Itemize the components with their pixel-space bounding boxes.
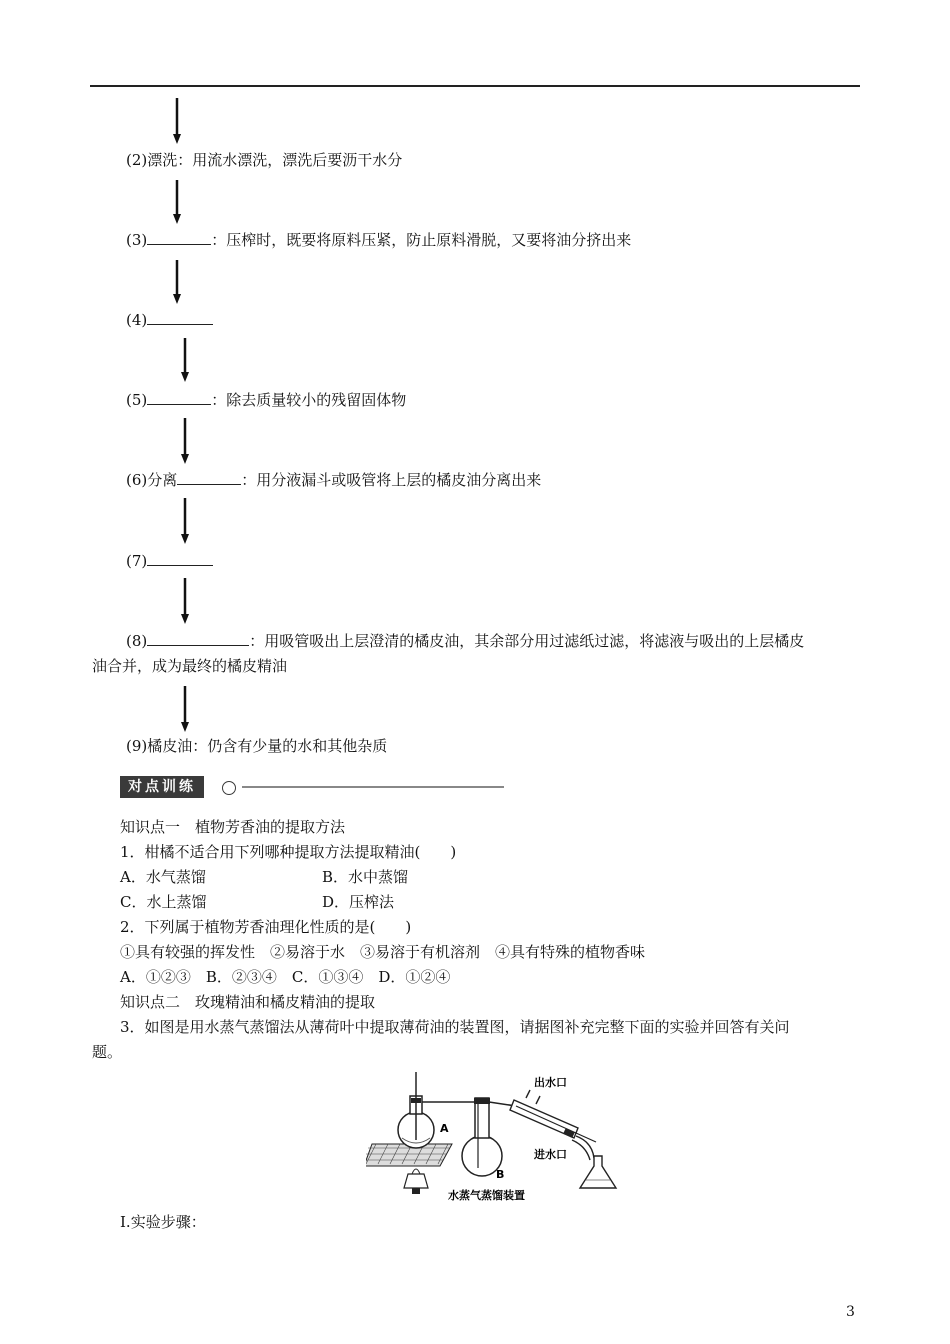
page-number: 3 [846,1304,855,1320]
answer-blank[interactable] [177,470,241,485]
question-3-line1: 3．如图是用水蒸气蒸馏法从薄荷叶中提取薄荷油的装置图，请据图补充完整下面的实验并回答有关问 [120,1018,790,1036]
steps-label: Ⅰ.实验步骤： [120,1213,206,1231]
section-rule [242,786,504,788]
question-2: 2．下列属于植物芳香油理化性质的是( ) [120,918,412,936]
figure-caption: 水蒸气蒸馏装置 [448,1189,525,1202]
step-8-line2: 油合并，成为最终的橘皮精油 [92,657,288,675]
flow-arrow [180,498,190,544]
distillation-apparatus-figure [366,1068,636,1204]
answer-blank[interactable] [147,631,249,646]
step-7: (7) [126,551,213,571]
q2-options[interactable]: A．①②③ B．②③④ C．①③④ D．①②④ [120,968,451,986]
apparatus-diagram [366,1068,636,1204]
step-3: (3) ：压榨时，既要将原料压紧，防止原料滑脱，又要将油分挤出来 [126,231,632,249]
step-6: (6)分离 ：用分液漏斗或吸管将上层的橘皮油分离出来 [126,471,542,489]
label-a: A [440,1122,449,1135]
answer-blank[interactable] [147,230,211,245]
step-9: (9)橘皮油：仍含有少量的水和其他杂质 [126,737,388,755]
q1-option-a[interactable]: A．水气蒸馏 [120,868,206,886]
answer-blank[interactable] [147,390,211,405]
flow-arrow [180,418,190,464]
answer-blank[interactable] [147,551,213,566]
step-4: (4) [126,310,213,330]
flow-arrow [180,338,190,382]
knowledge-point-2: 知识点二 玫瑰精油和橘皮精油的提取 [120,993,376,1011]
question-1: 1．柑橘不适合用下列哪种提取方法提取精油( ) [120,843,457,861]
flow-arrow [172,180,182,224]
knowledge-point-1: 知识点一 植物芳香油的提取方法 [120,818,346,836]
flow-arrow [172,98,182,144]
label-inlet: 进水口 [534,1148,567,1161]
q2-statements: ①具有较强的挥发性 ②易溶于水 ③易溶于有机溶剂 ④具有特殊的植物香味 [120,943,646,961]
header-rule [90,85,860,87]
section-heading [120,776,504,798]
section-title: 对点训练 [120,776,204,798]
step-2: (2)漂洗：用流水漂洗，漂洗后要沥干水分 [126,151,403,169]
step-8-line1: (8) ：用吸管吸出上层澄清的橘皮油，其余部分用过滤纸过滤，将滤液与吸出的上层橘皮 [126,632,805,650]
answer-blank[interactable] [147,310,213,325]
q1-option-c[interactable]: C．水上蒸馏 [120,893,207,911]
label-b: B [496,1168,505,1181]
q1-option-b[interactable]: B．水中蒸馏 [322,868,409,886]
flow-arrow [180,686,190,732]
step-5: (5) ：除去质量较小的残留固体物 [126,391,407,409]
flow-arrow [180,578,190,624]
label-outlet: 出水口 [534,1076,567,1089]
question-3-line2: 题。 [92,1043,123,1061]
q1-option-d[interactable]: D．压榨法 [322,893,395,911]
bullet-dot-icon [222,781,236,795]
flow-arrow [172,260,182,304]
